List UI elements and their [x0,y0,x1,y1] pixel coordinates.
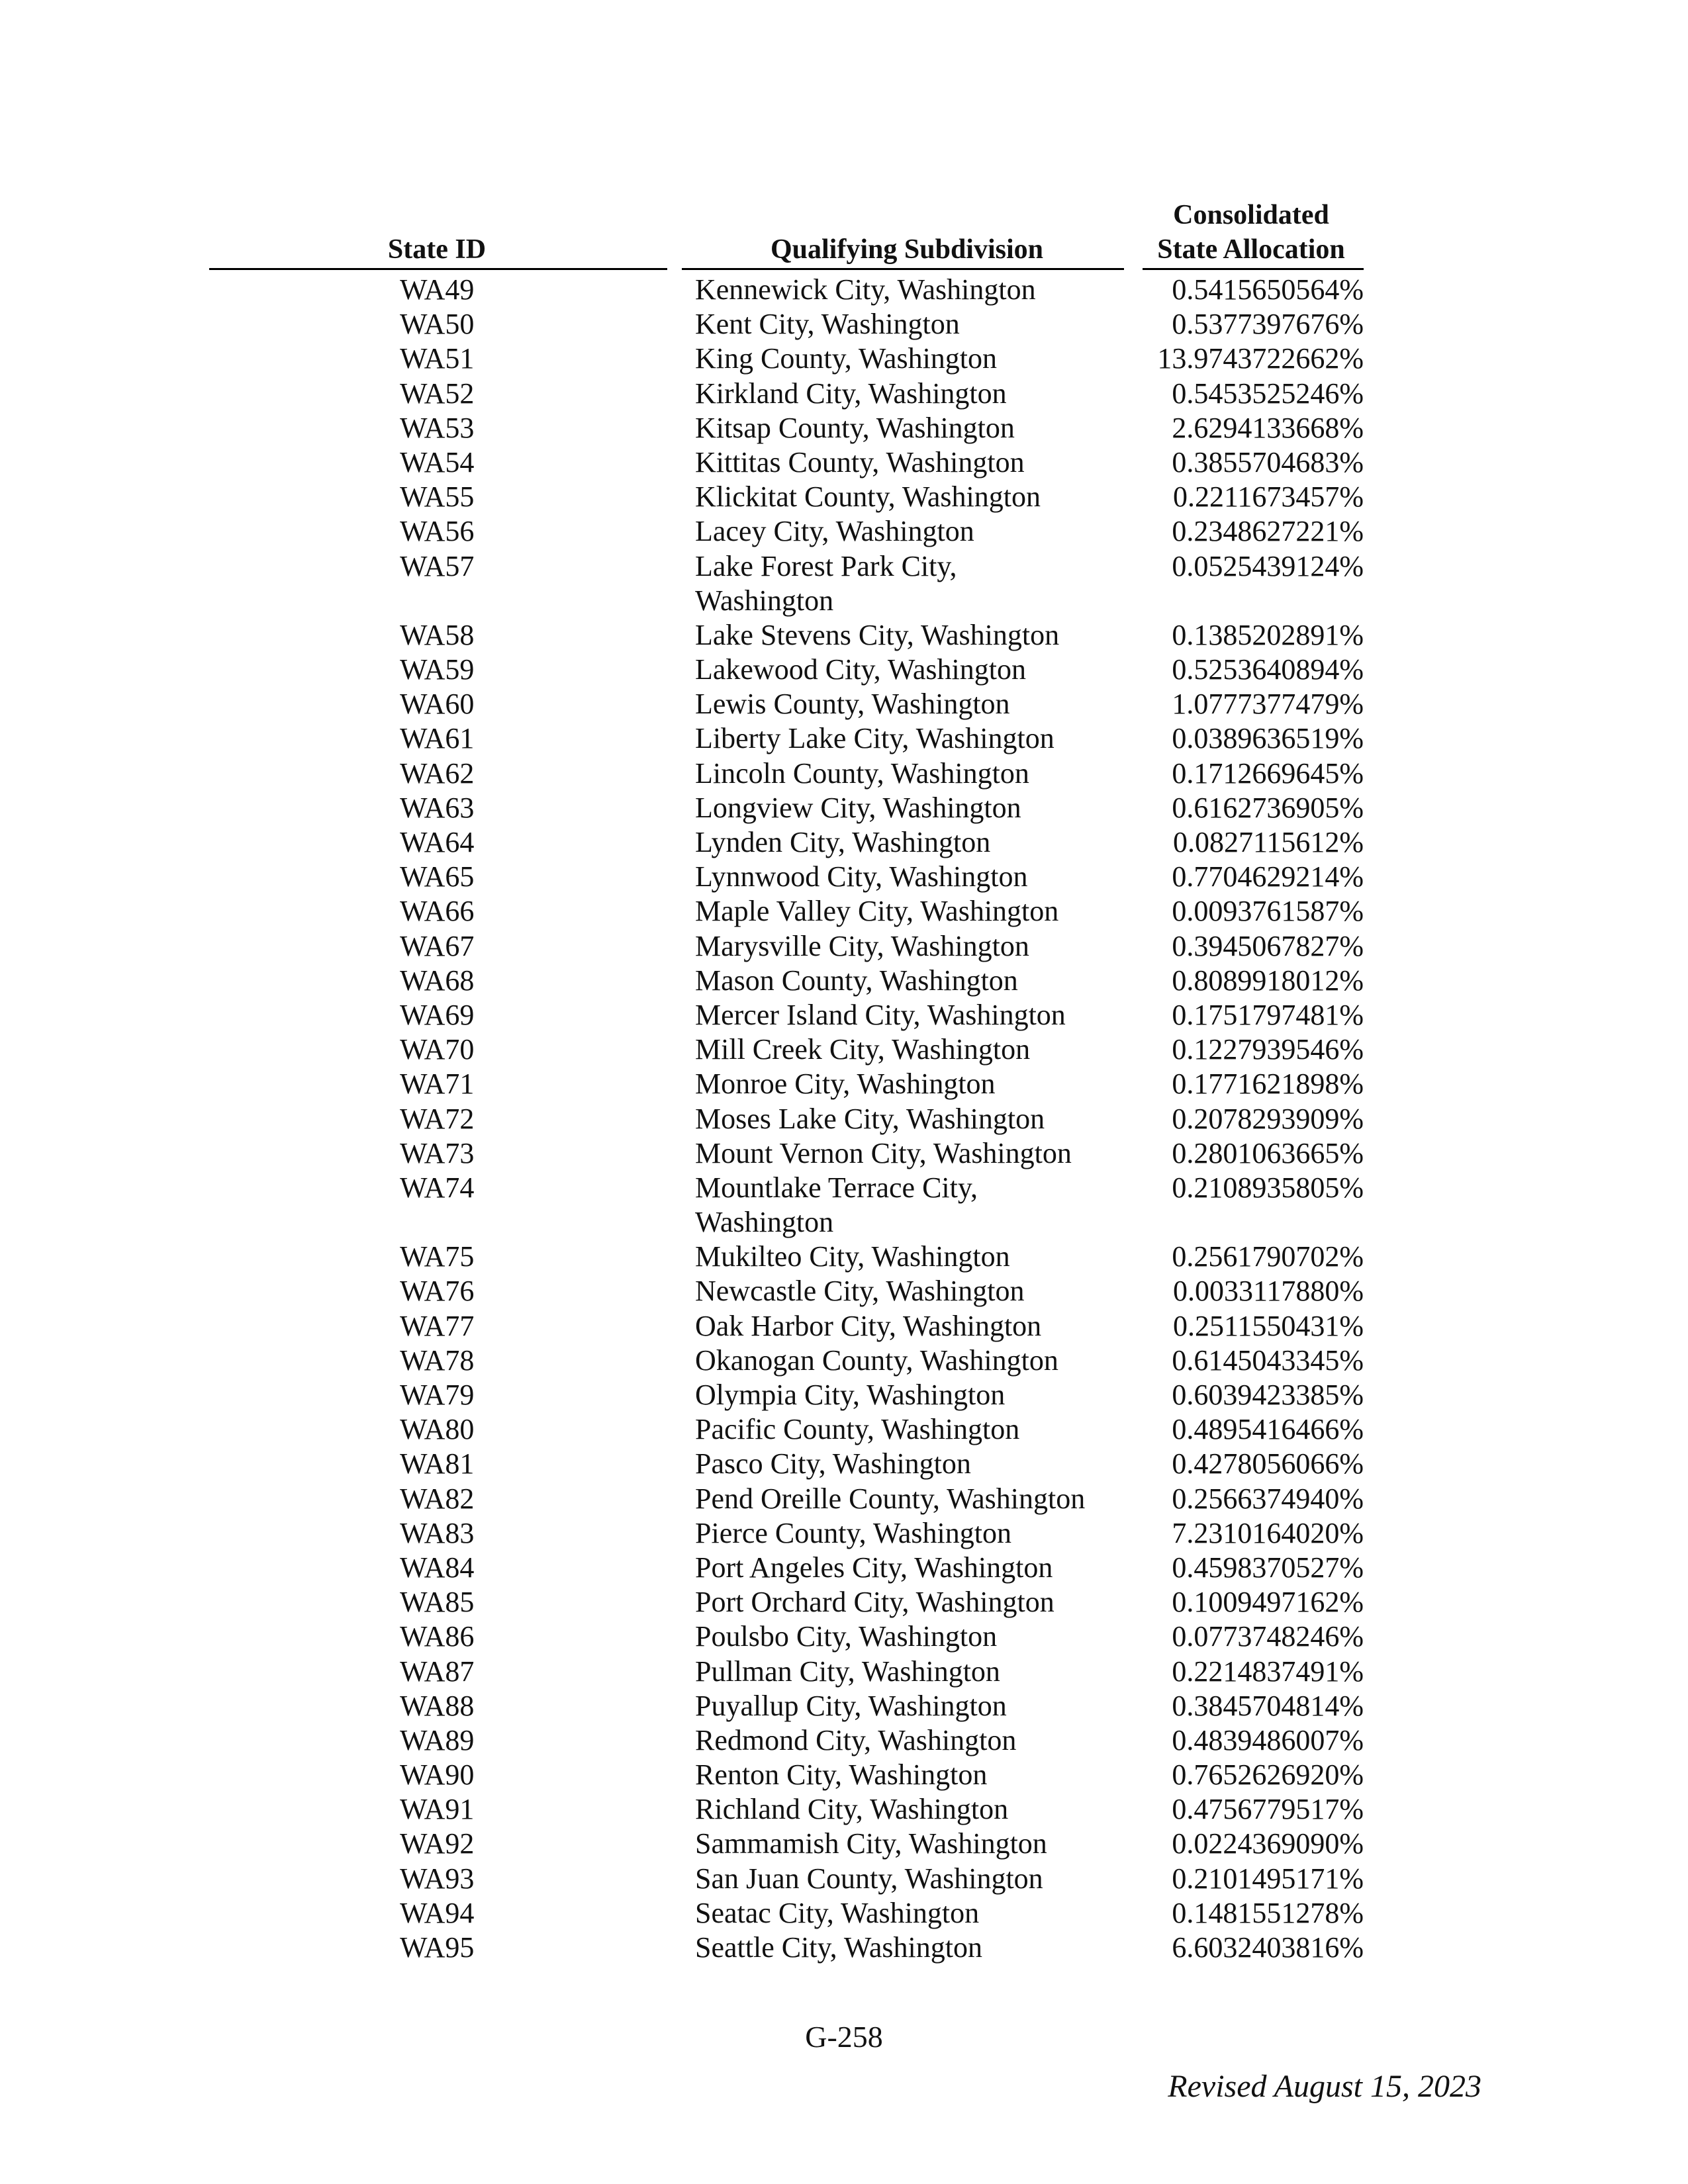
allocation-cell: 0.4839486007% [1172,1723,1364,1756]
subdivision-cell [695,307,1119,341]
subdivision-cell [695,791,1119,825]
subdivision-line: Kennewick City, Washington [695,273,1036,306]
table-row [0,1067,1688,1101]
state-id-cell: WA89 [400,1723,475,1756]
table-row [0,791,1688,825]
subdivision-cell [695,1032,1119,1067]
allocation-cell: 0.0389636519% [1172,722,1364,755]
state-id-cell: WA53 [400,411,475,444]
allocation-cell: 0.1009497162% [1172,1586,1364,1619]
table-row [0,1619,1688,1654]
state-id-cell: WA65 [400,860,475,893]
subdivision-cell [695,1412,1119,1447]
table-row [0,377,1688,411]
table-row [0,1689,1688,1723]
allocation-cell: 0.1227939546% [1172,1033,1364,1066]
subdivision-line: Lacey City, Washington [695,515,974,548]
allocation-cell: 0.3945067827% [1172,929,1364,962]
allocation-cell: 0.2348627221% [1172,515,1364,548]
state-id-cell: WA73 [400,1136,475,1169]
table-row [0,1862,1688,1896]
table-row [0,1447,1688,1481]
subdivision-cell [695,1723,1119,1758]
allocation-cell: 0.4598370527% [1172,1551,1364,1584]
subdivision-line: Kent City, Washington [695,308,960,341]
allocation-cell: 0.1712669645% [1172,756,1364,790]
table-row [0,1102,1688,1136]
state-id-cell: WA50 [400,308,475,341]
subdivision-line: King County, Washington [695,342,998,375]
subdivision-cell [695,825,1119,860]
state-id-cell: WA87 [400,1655,475,1688]
state-id-cell: WA82 [400,1482,475,1515]
allocation-cell: 0.8089918012% [1172,964,1364,997]
subdivision-cell [695,549,1119,618]
subdivision-line: Mountlake Terrace City, [695,1171,978,1204]
allocation-cell: 0.0093761587% [1172,895,1364,928]
table-row [0,1758,1688,1792]
table-row [0,1032,1688,1067]
subdivision-cell [695,1758,1119,1792]
subdivision-line: Mukilteo City, Washington [695,1240,1010,1273]
subdivision-cell [695,618,1119,653]
table-row [0,894,1688,929]
header-allocation-line1: Consolidated [1173,200,1329,230]
table-row [0,307,1688,341]
allocation-cell: 0.7652626920% [1172,1758,1364,1792]
state-id-cell: WA68 [400,964,475,997]
subdivision-line: Pullman City, Washington [695,1655,1000,1688]
subdivision-line: Pasco City, Washington [695,1447,971,1480]
allocation-cell: 0.5453525246% [1172,377,1364,410]
allocation-cell: 1.0777377479% [1172,688,1364,721]
allocation-cell: 0.0033117880% [1172,1275,1364,1308]
allocation-cell: 7.2310164020% [1172,1516,1364,1549]
state-id-cell: WA94 [400,1896,475,1929]
subdivision-cell [695,1931,1119,1965]
state-id-cell: WA77 [400,1309,475,1342]
state-id-cell: WA52 [400,377,475,410]
table-row [0,1655,1688,1689]
page-number: G-258 [805,2020,883,2054]
table-row [0,1827,1688,1861]
subdivision-cell [695,721,1119,756]
subdivision-line: Kitsap County, Washington [695,411,1015,444]
allocation-cell: 0.7704629214% [1172,860,1364,893]
subdivision-line: Puyallup City, Washington [695,1689,1007,1722]
table-row [0,1723,1688,1758]
state-id-cell: WA85 [400,1586,475,1619]
subdivision-line-continued: Washington [695,1205,834,1238]
state-id-cell: WA72 [400,1102,475,1135]
subdivision-cell [695,1343,1119,1378]
allocation-cell: 0.2108935805% [1172,1171,1364,1204]
state-id-cell: WA75 [400,1240,475,1273]
table-row [0,1482,1688,1516]
state-id-cell: WA86 [400,1620,475,1653]
state-id-cell: WA69 [400,998,475,1031]
header-state-id: State ID [387,234,487,265]
allocation-cell: 0.2561790702% [1172,1240,1364,1273]
allocation-cell: 0.6145043345% [1172,1343,1364,1377]
header-rule-allocation [1143,268,1364,270]
subdivision-cell [695,273,1119,307]
state-id-cell: WA93 [400,1862,475,1895]
subdivision-line: Lynden City, Washington [695,826,991,859]
subdivision-cell [695,653,1119,687]
state-id-cell: WA81 [400,1447,475,1480]
state-id-cell: WA67 [400,929,475,962]
subdivision-line: Marysville City, Washington [695,929,1029,962]
allocation-cell: 0.2511550431% [1172,1309,1364,1342]
table-row [0,721,1688,756]
state-id-cell: WA79 [400,1379,475,1412]
state-id-cell: WA92 [400,1827,475,1860]
subdivision-line: Olympia City, Washington [695,1379,1006,1412]
state-id-cell: WA51 [400,342,475,375]
subdivision-line: Longview City, Washington [695,791,1021,824]
state-id-cell: WA91 [400,1793,475,1826]
subdivision-line: Moses Lake City, Washington [695,1102,1045,1135]
table-row [0,549,1688,618]
allocation-cell: 0.5253640894% [1172,653,1364,686]
subdivision-cell [695,929,1119,964]
subdivision-cell [695,1896,1119,1931]
subdivision-line: Lake Stevens City, Washington [695,618,1060,651]
table-row [0,1378,1688,1412]
subdivision-line: Kirkland City, Washington [695,377,1007,410]
subdivision-line: Sammamish City, Washington [695,1827,1047,1860]
table-row [0,1136,1688,1171]
header-rule-subdivision [682,268,1124,270]
allocation-cell: 0.4278056066% [1172,1447,1364,1480]
allocation-cell: 0.0827115612% [1172,826,1364,859]
subdivision-line: Okanogan County, Washington [695,1343,1058,1377]
table-row [0,480,1688,514]
allocation-cell: 0.4756779517% [1172,1793,1364,1826]
table-row [0,1240,1688,1274]
state-id-cell: WA57 [400,549,475,582]
subdivision-cell [695,687,1119,721]
subdivision-cell [695,1136,1119,1171]
subdivision-line: Richland City, Washington [695,1793,1009,1826]
subdivision-line: Oak Harbor City, Washington [695,1309,1042,1342]
state-id-cell: WA49 [400,273,475,306]
state-id-cell: WA76 [400,1275,475,1308]
subdivision-cell [695,1240,1119,1274]
allocation-cell: 0.4895416466% [1172,1413,1364,1446]
allocation-cell: 6.6032403816% [1172,1931,1364,1964]
subdivision-line: Lynnwood City, Washington [695,860,1028,893]
subdivision-cell [695,756,1119,791]
table-row [0,860,1688,894]
subdivision-cell [695,480,1119,514]
allocation-cell: 0.1771621898% [1172,1068,1364,1101]
table-row [0,341,1688,376]
allocation-cell: 0.1751797481% [1172,998,1364,1031]
subdivision-line: Lincoln County, Washington [695,756,1029,790]
subdivision-cell [695,1551,1119,1585]
subdivision-line-continued: Washington [695,584,834,617]
subdivision-line: Mount Vernon City, Washington [695,1136,1072,1169]
state-id-cell: WA66 [400,895,475,928]
subdivision-cell [695,894,1119,929]
allocation-cell: 0.5377397676% [1172,308,1364,341]
subdivision-line: Klickitat County, Washington [695,480,1041,514]
state-id-cell: WA95 [400,1931,475,1964]
state-id-cell: WA88 [400,1689,475,1722]
subdivision-cell [695,1378,1119,1412]
allocation-cell: 2.6294133668% [1172,411,1364,444]
header-rule-state-id [209,268,667,270]
table-row [0,1171,1688,1240]
subdivision-line: Pend Oreille County, Washington [695,1482,1086,1515]
allocation-cell: 0.2078293909% [1172,1102,1364,1135]
subdivision-cell [695,1482,1119,1516]
table-row [0,1551,1688,1585]
state-id-cell: WA84 [400,1551,475,1584]
allocation-cell: 0.0773748246% [1172,1620,1364,1653]
state-id-cell: WA62 [400,756,475,790]
subdivision-line: Renton City, Washington [695,1758,988,1792]
table-row [0,929,1688,964]
state-id-cell: WA80 [400,1413,475,1446]
state-id-cell: WA54 [400,445,475,478]
subdivision-cell [695,377,1119,411]
header-allocation-line2: State Allocation [1157,234,1345,265]
subdivision-cell [695,1862,1119,1896]
subdivision-line: Seattle City, Washington [695,1931,982,1964]
table-row [0,1792,1688,1827]
subdivision-line: Poulsbo City, Washington [695,1620,998,1653]
allocation-cell: 13.9743722662% [1157,342,1364,375]
subdivision-line: Port Orchard City, Washington [695,1586,1055,1619]
subdivision-line: Maple Valley City, Washington [695,895,1059,928]
subdivision-cell [695,1585,1119,1619]
table-row [0,445,1688,480]
state-id-cell: WA55 [400,480,475,514]
subdivision-line: Seatac City, Washington [695,1896,980,1929]
allocation-cell: 0.2211673457% [1172,480,1364,514]
state-id-cell: WA70 [400,1033,475,1066]
state-id-cell: WA71 [400,1068,475,1101]
subdivision-cell [695,860,1119,894]
table-row [0,1516,1688,1551]
subdivision-line: Newcastle City, Washington [695,1275,1025,1308]
table-row [0,1585,1688,1619]
allocation-cell: 0.2566374940% [1172,1482,1364,1515]
state-id-cell: WA78 [400,1343,475,1377]
table-row [0,1931,1688,1965]
allocation-cell: 0.3845704814% [1172,1689,1364,1722]
state-id-cell: WA60 [400,688,475,721]
subdivision-line: Kittitas County, Washington [695,445,1025,478]
subdivision-cell [695,1447,1119,1481]
subdivision-cell [695,1102,1119,1136]
state-id-cell: WA74 [400,1171,475,1204]
allocation-cell: 0.6039423385% [1172,1379,1364,1412]
subdivision-cell [695,1516,1119,1551]
subdivision-cell [695,1309,1119,1343]
subdivision-line: Redmond City, Washington [695,1723,1017,1756]
subdivision-cell [695,1619,1119,1654]
allocation-cell: 0.2101495171% [1172,1862,1364,1895]
subdivision-line: Pierce County, Washington [695,1516,1011,1549]
table-row [0,1412,1688,1447]
subdivision-cell [695,445,1119,480]
allocation-cell: 0.0525439124% [1172,549,1364,582]
subdivision-line: Mill Creek City, Washington [695,1033,1031,1066]
state-id-cell: WA56 [400,515,475,548]
subdivision-cell [695,964,1119,998]
allocation-cell: 0.6162736905% [1172,791,1364,824]
table-row [0,411,1688,445]
table-row [0,514,1688,549]
state-id-cell: WA58 [400,618,475,651]
subdivision-line: Mason County, Washington [695,964,1018,997]
subdivision-cell [695,1689,1119,1723]
subdivision-cell [695,1171,1119,1240]
subdivision-line: Pacific County, Washington [695,1413,1020,1446]
allocation-cell: 0.0224369090% [1172,1827,1364,1860]
state-id-cell: WA59 [400,653,475,686]
subdivision-cell [695,1067,1119,1101]
allocation-cell: 0.2801063665% [1172,1136,1364,1169]
table-row [0,1274,1688,1308]
allocation-cell: 0.3855704683% [1172,445,1364,478]
subdivision-line: Monroe City, Washington [695,1068,996,1101]
subdivision-line: Mercer Island City, Washington [695,998,1066,1031]
state-id-cell: WA83 [400,1516,475,1549]
table-row [0,1343,1688,1378]
table-row [0,687,1688,721]
allocation-cell: 0.2214837491% [1172,1655,1364,1688]
subdivision-cell [695,998,1119,1032]
subdivision-cell [695,514,1119,549]
state-id-cell: WA64 [400,826,475,859]
state-id-cell: WA61 [400,722,475,755]
table-row [0,618,1688,653]
subdivision-line: Lakewood City, Washington [695,653,1026,686]
table-row [0,1309,1688,1343]
subdivision-cell [695,1827,1119,1861]
subdivision-line: Lewis County, Washington [695,688,1010,721]
subdivision-cell [695,341,1119,376]
allocation-cell: 0.1385202891% [1172,618,1364,651]
revised-date: Revised August 15, 2023 [1168,2069,1481,2104]
header-qualifying-subdivision: Qualifying Subdivision [770,234,1044,265]
allocation-cell: 0.1481551278% [1172,1896,1364,1929]
table-row [0,998,1688,1032]
table-row [0,756,1688,791]
subdivision-line: Port Angeles City, Washington [695,1551,1053,1584]
allocation-table-body [0,273,1688,1965]
table-row [0,273,1688,307]
subdivision-line: Lake Forest Park City, [695,549,957,582]
subdivision-line: Liberty Lake City, Washington [695,722,1055,755]
table-row [0,1896,1688,1931]
subdivision-line: San Juan County, Washington [695,1862,1043,1895]
table-row [0,964,1688,998]
state-id-cell: WA63 [400,791,475,824]
subdivision-cell [695,1655,1119,1689]
table-row [0,825,1688,860]
allocation-cell: 0.5415650564% [1172,273,1364,306]
table-row [0,653,1688,687]
state-id-cell: WA90 [400,1758,475,1792]
subdivision-cell [695,1274,1119,1308]
subdivision-cell [695,1792,1119,1827]
subdivision-cell [695,411,1119,445]
